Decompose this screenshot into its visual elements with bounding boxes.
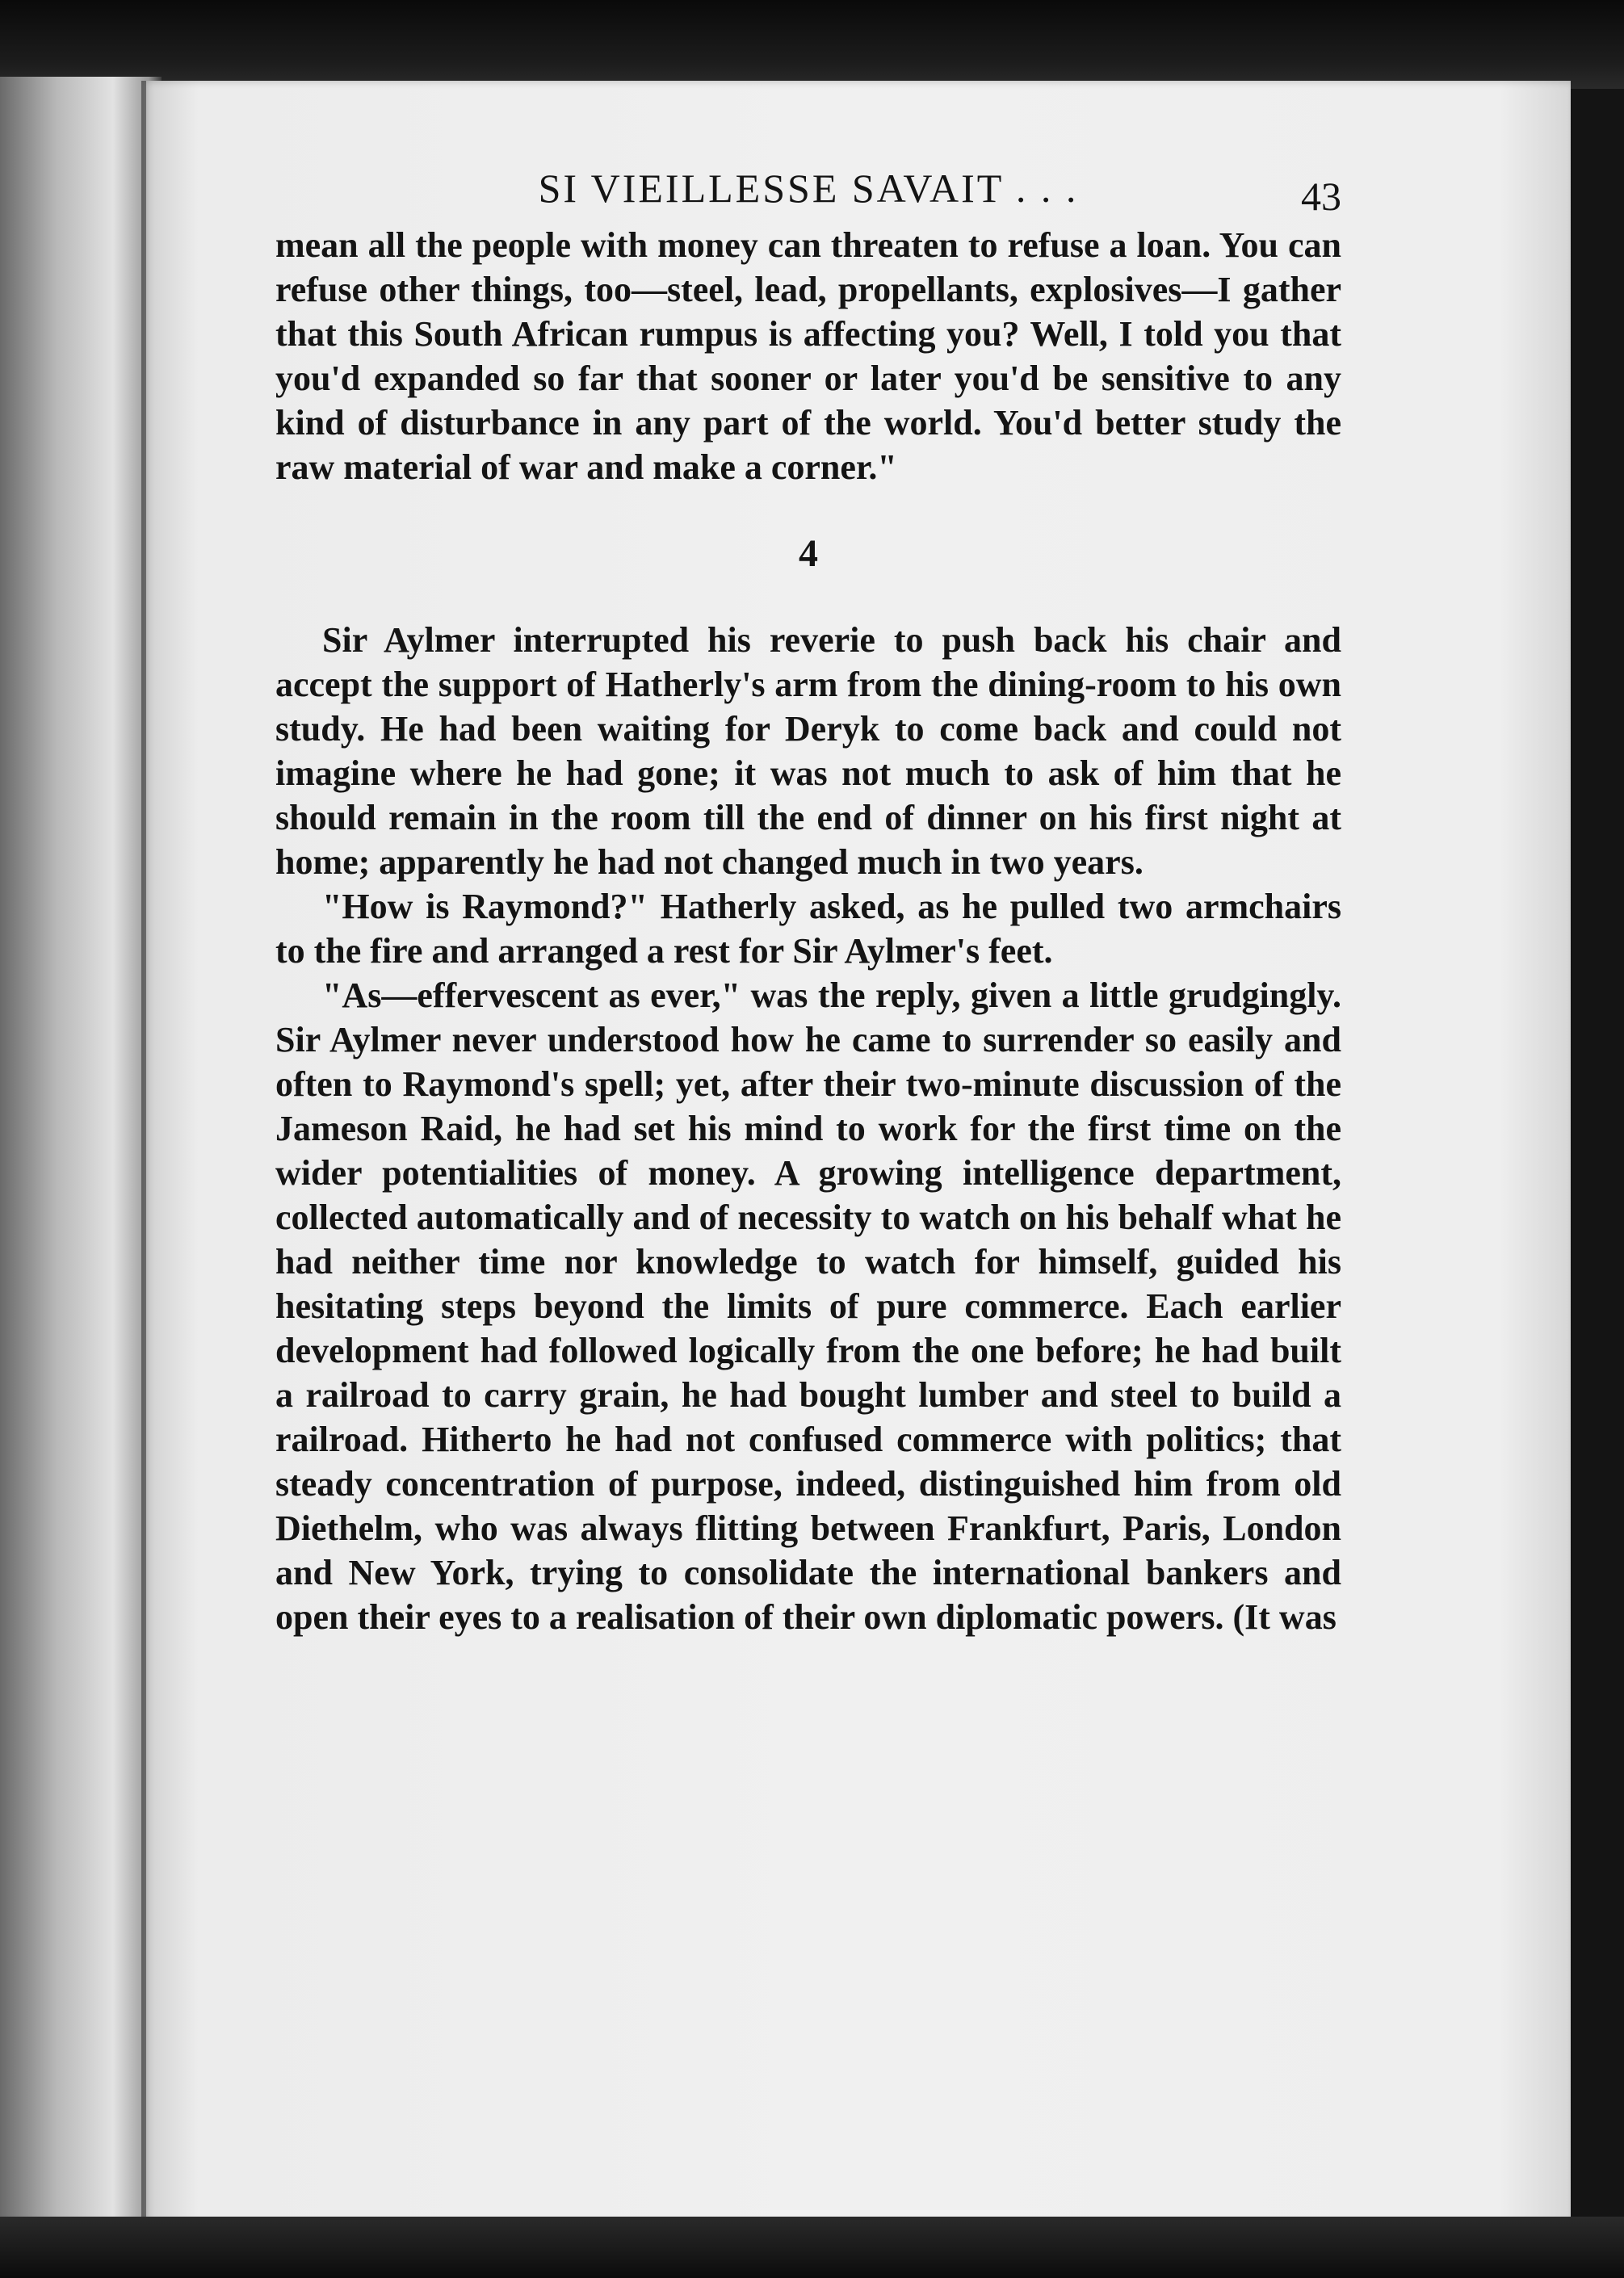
paragraph: "How is Raymond?" Hatherly asked, as he pulled two armchairs to the fire and arranged a rest for Sir Aylmer's feet. [275, 887, 1341, 971]
paragraph-continued: mean all the people with money can threaten to refuse a loan. You can refuse other things, too—steel, lead, propellants, explosives—I gather that this South African rumpus is affecting you? Well, I told you that you'd expanded so far that sooner or later you'd be sensitive to any kind of disturbance in any part of the world. You'd better study the raw material of war and make a corner." [275, 225, 1341, 487]
page-number: 43 [1301, 174, 1341, 219]
running-title: SI VIEILLESSE SAVAIT . . . [538, 166, 1079, 211]
running-head [275, 150, 1341, 223]
page-binding-shadow [141, 81, 146, 2225]
scan-background-bottom [0, 2217, 1624, 2278]
paragraph: Sir Aylmer interrupted his reverie to push back his chair and accept the support of Hatherly's arm from the dining-room to his own study. He had been waiting for Deryk to come back and could not imagine where he had gone; it was not much to ask of him that he should remain in the room till the end of dinner on his first night at home; apparently he had not changed much in two years. [275, 620, 1341, 882]
paragraph: "As—effervescent as ever," was the reply, given a little grudgingly. Sir Aylmer never understood how he came to surrender so easily and often to Raymond's spell; yet, after their two-minute discussion of the Jameson Raid, he had set his mind to work for the first time on the wider potentialities of money. A growing intelligence department, collected automatically and of necessity to watch on his behalf what he had neither time nor knowledge to watch for himself, guided his hesitating steps beyond the limits of pure commerce. Each earlier development had followed logically from the one before; he had built a railroad to carry grain, he had bought lumber and steel to build a railroad. Hitherto he had not confused commerce with politics; that steady concentration of purpose, indeed, distinguished him from old Diethelm, who was always flitting between Frankfurt, Paris, London and New York, trying to consolidate the international bankers and open their eyes to a realisation of their own diplomatic powers. (It was [275, 975, 1341, 1637]
page-text-block [275, 150, 1341, 1639]
page-edge-left [0, 77, 162, 2225]
scan-background-top [0, 0, 1624, 89]
section-number: 4 [799, 532, 818, 575]
